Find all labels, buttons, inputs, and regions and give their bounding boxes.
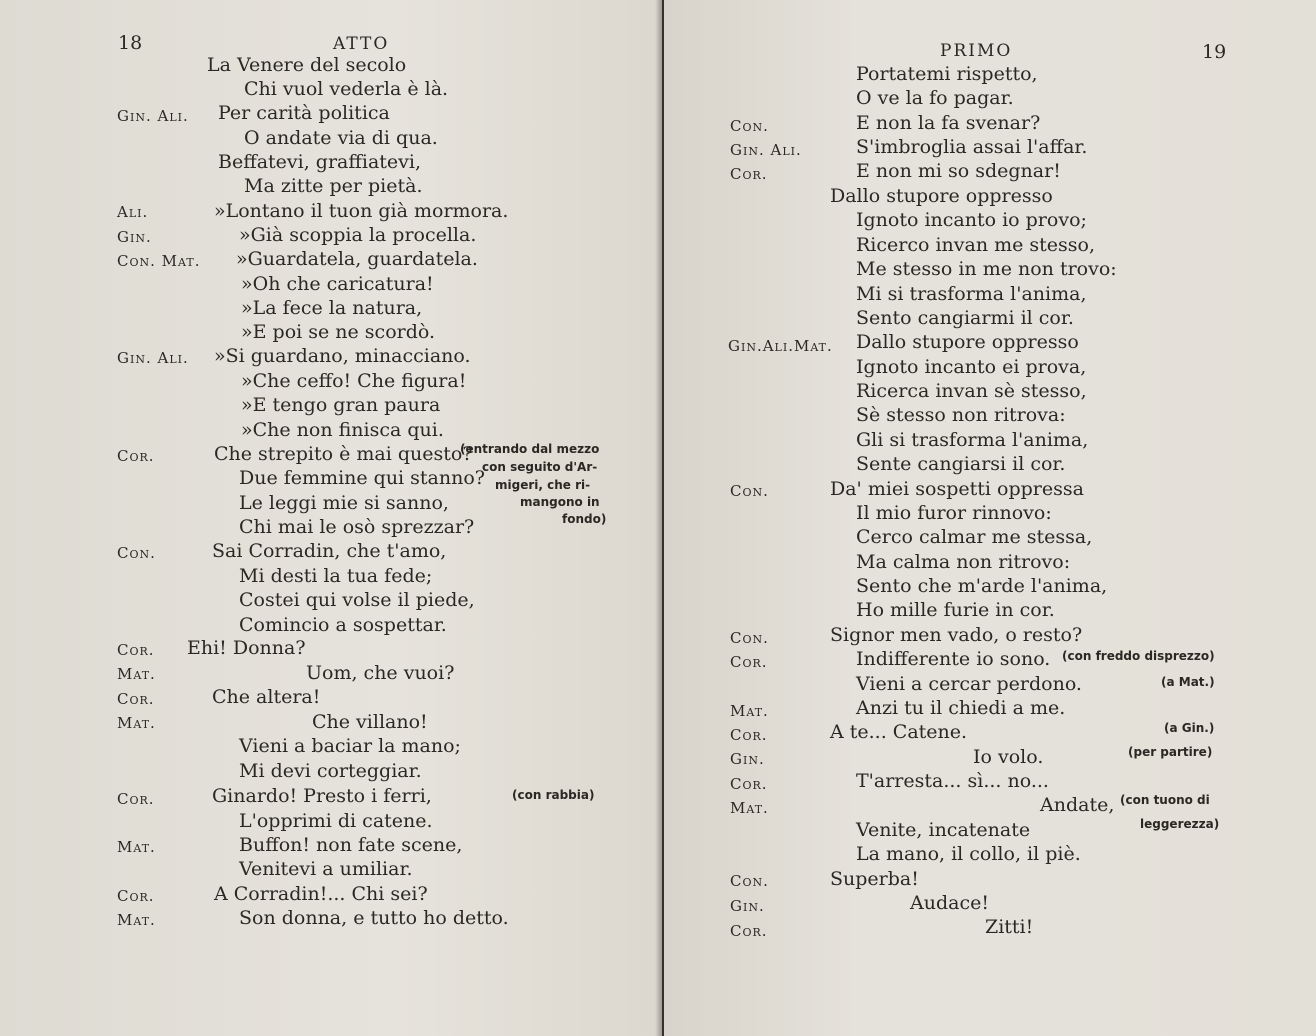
verse-line: S'imbroglia assai l'affar.	[856, 136, 1088, 158]
verse-line: L'opprimi di catene.	[239, 810, 433, 832]
speaker-label: Gin. Ali.	[730, 141, 802, 159]
verse-line: O andate via di qua.	[244, 127, 438, 149]
verse-line: Mi si trasforma l'anima,	[856, 283, 1087, 305]
right-running-header: PRIMO	[940, 41, 1013, 61]
verse-line: Che villano!	[312, 711, 428, 733]
verse-line: Venitevi a umiliar.	[239, 858, 413, 880]
speaker-label: Cor.	[117, 447, 155, 465]
verse-line: Comincio a sospettar.	[239, 614, 447, 636]
verse-line: Sento che m'arde l'anima,	[856, 575, 1108, 597]
stage-direction: (a Mat.)	[1161, 675, 1215, 689]
verse-line: »Che non finisca qui.	[241, 419, 444, 441]
speaker-label: Cor.	[730, 165, 768, 183]
verse-line: Ma zitte per pietà.	[244, 175, 423, 197]
stage-direction: (entrando dal mezzo	[460, 442, 600, 456]
stage-direction: (a Gin.)	[1164, 721, 1215, 735]
speaker-label: Cor.	[730, 726, 768, 744]
speaker-label: Cor.	[117, 690, 155, 708]
verse-line: Venite, incatenate	[856, 819, 1031, 841]
verse-line: Le leggi mie si sanno,	[239, 492, 449, 514]
verse-line: A te... Catene.	[830, 721, 968, 743]
verse-line: Indifferente io sono.	[856, 648, 1051, 670]
verse-line: Beffatevi, graffiatevi,	[218, 151, 422, 173]
verse-line: Io volo.	[973, 746, 1044, 768]
verse-line: E non la fa svenar?	[856, 112, 1041, 134]
speaker-label: Con.	[730, 629, 769, 647]
verse-line: Ho mille furie in cor.	[856, 599, 1055, 621]
verse-line: Audace!	[910, 892, 989, 914]
verse-line: Mi devi corteggiar.	[239, 760, 422, 782]
verse-line: Il mio furor rinnovo:	[856, 502, 1052, 524]
verse-line: Zitti!	[985, 916, 1034, 938]
verse-line: Gli si trasforma l'anima,	[856, 429, 1089, 451]
speaker-label: Cor.	[730, 653, 768, 671]
stage-direction: fondo)	[562, 512, 607, 526]
verse-line: O ve la fo pagar.	[856, 87, 1014, 109]
verse-line: Sè stesso non ritrova:	[856, 404, 1066, 426]
stage-direction: (con freddo disprezzo)	[1062, 649, 1215, 663]
speaker-label: Gin.Ali.Mat.	[728, 337, 833, 355]
stage-direction: (per partire)	[1128, 745, 1213, 759]
right-page-number: 19	[1202, 41, 1227, 63]
verse-line: Ehi! Donna?	[187, 637, 306, 659]
stage-direction: leggerezza)	[1140, 817, 1220, 831]
speaker-label: Con.	[730, 117, 769, 135]
verse-line: »Si guardano, minacciano.	[214, 345, 471, 367]
speaker-label: Cor.	[730, 922, 768, 940]
verse-line: Son donna, e tutto ho detto.	[239, 907, 509, 929]
left-page-number: 18	[118, 32, 143, 54]
verse-line: Che altera!	[212, 686, 321, 708]
verse-line: Superba!	[830, 868, 919, 890]
verse-line: Per carità politica	[218, 102, 390, 124]
speaker-label: Cor.	[117, 887, 155, 905]
speaker-label: Gin. Ali.	[117, 349, 189, 367]
verse-line: »Che ceffo! Che figura!	[241, 370, 467, 392]
verse-line: Vieni a baciar la mano;	[239, 735, 461, 757]
speaker-label: Gin.	[117, 228, 152, 246]
verse-line: T'arresta... sì... no...	[856, 770, 1049, 792]
speaker-label: Mat.	[730, 799, 769, 817]
verse-line: Chi vuol vederla è là.	[244, 78, 449, 100]
verse-line: Ginardo! Presto i ferri,	[212, 785, 432, 807]
verse-line: »Lontano il tuon già mormora.	[214, 200, 509, 222]
verse-line: La mano, il collo, il piè.	[856, 843, 1081, 865]
verse-line: Chi mai le osò sprezzar?	[239, 516, 475, 538]
verse-line: »La fece la natura,	[241, 297, 423, 319]
verse-line: Sente cangiarsi il cor.	[856, 453, 1066, 475]
verse-line: Andate,	[1040, 794, 1115, 816]
verse-line: Ignoto incanto ei prova,	[856, 356, 1087, 378]
verse-line: Buffon! non fate scene,	[239, 834, 463, 856]
verse-line: Cerco calmar me stessa,	[856, 526, 1093, 548]
speaker-label: Cor.	[117, 641, 155, 659]
speaker-label: Gin. Ali.	[117, 107, 189, 125]
stage-direction: migeri, che ri-	[495, 478, 591, 492]
verse-line: Ignoto incanto io provo;	[856, 209, 1087, 231]
verse-line: Ricerca invan sè stesso,	[856, 380, 1087, 402]
verse-line: Uom, che vuoi?	[306, 662, 455, 684]
verse-line: Dallo stupore oppresso	[856, 331, 1079, 353]
verse-line: Due femmine qui stanno?	[239, 467, 485, 489]
verse-line: »Guardatela, guardatela.	[236, 248, 478, 270]
speaker-label: Con. Mat.	[117, 252, 201, 270]
speaker-label: Gin.	[730, 750, 765, 768]
verse-line: Costei qui volse il piede,	[239, 589, 475, 611]
stage-direction: (con tuono di	[1120, 793, 1210, 807]
verse-line: Portatemi rispetto,	[856, 63, 1038, 85]
verse-line: Sai Corradin, che t'amo,	[212, 540, 447, 562]
verse-line: Mi desti la tua fede;	[239, 565, 433, 587]
verse-line: Vieni a cercar perdono.	[856, 673, 1082, 695]
speaker-label: Gin.	[730, 897, 765, 915]
stage-direction: con seguito d'Ar-	[482, 460, 598, 474]
right-page	[664, 0, 1316, 1036]
stage-direction: (con rabbia)	[512, 788, 595, 802]
verse-line: »E tengo gran paura	[241, 394, 441, 416]
verse-line: Dallo stupore oppresso	[830, 185, 1053, 207]
verse-line: Ricerco invan me stesso,	[856, 234, 1096, 256]
verse-line: Che strepito è mai questo?	[214, 443, 473, 465]
speaker-label: Mat.	[117, 911, 156, 929]
speaker-label: Con.	[730, 482, 769, 500]
verse-line: Anzi tu il chiedi a me.	[856, 697, 1066, 719]
speaker-label: Con.	[117, 544, 156, 562]
speaker-label: Mat.	[117, 714, 156, 732]
verse-line: La Venere del secolo	[207, 54, 407, 76]
speaker-label: Mat.	[730, 702, 769, 720]
verse-line: Da' miei sospetti oppressa	[830, 478, 1084, 500]
speaker-label: Mat.	[117, 838, 156, 856]
stage-direction: mangono in	[520, 495, 600, 509]
verse-line: »E poi se ne scordò.	[241, 321, 436, 343]
verse-line: »Già scoppia la procella.	[239, 224, 477, 246]
verse-line: Signor men vado, o resto?	[830, 624, 1083, 646]
verse-line: »Oh che caricatura!	[241, 273, 434, 295]
verse-line: Sento cangiarmi il cor.	[856, 307, 1074, 329]
speaker-label: Mat.	[117, 665, 156, 683]
speaker-label: Cor.	[730, 775, 768, 793]
speaker-label: Cor.	[117, 790, 155, 808]
verse-line: E non mi so sdegnar!	[856, 160, 1061, 182]
verse-line: Ma calma non ritrovo:	[856, 551, 1071, 573]
speaker-label: Ali.	[117, 203, 149, 221]
speaker-label: Con.	[730, 872, 769, 890]
left-running-header: ATTO	[333, 34, 390, 54]
verse-line: Me stesso in me non trovo:	[856, 258, 1117, 280]
verse-line: A Corradin!... Chi sei?	[214, 883, 428, 905]
